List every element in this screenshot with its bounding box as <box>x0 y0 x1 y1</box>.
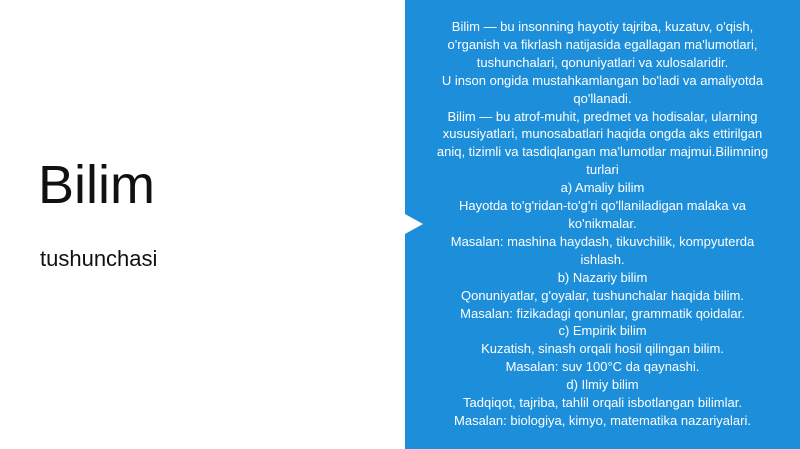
body-line: Qonuniyatlar, g'oyalar, tushunchalar haqida bilim. <box>461 287 744 303</box>
body-line: Tadqiqot, tajriba, tahlil orqali isbotlangan bilimlar. <box>463 395 742 411</box>
body-line: Masalan: fizikadagi qonunlar, grammatik qoidalar. <box>460 305 745 321</box>
slide-subtitle: tushunchasi <box>40 246 158 271</box>
body-line: Masalan: biologiya, kimyo, matematika nazariyalari. <box>454 412 751 428</box>
body-line: tushunchalari, qonuniyatlari va xulosalaridir. <box>476 54 729 70</box>
body-line: qo'llanadi. <box>573 90 632 106</box>
body-line: xususiyatlari, munosabatlari haqida ongda aks ettirilgan <box>442 126 763 142</box>
body-line: turlari <box>586 162 619 178</box>
section-heading-empirik: c) Empirik bilim <box>558 323 647 339</box>
body-line: Bilim — bu atrof-muhit, predmet va hodisalar, ularning <box>447 108 758 124</box>
body-line: Hayotda to'g'ridan-to'g'ri qo'llaniladigan malaka va <box>458 198 747 214</box>
body-line: Kuzatish, sinash orqali hosil qilingan bilim. <box>481 341 724 357</box>
body-line: U inson ongida mustahkamlangan bo'ladi va amaliyotda <box>441 72 764 88</box>
section-heading-nazariy: b) Nazariy bilim <box>557 269 648 285</box>
body-line: aniq, tizimli va tasdiqlangan ma'lumotlar majmui.Bilimning <box>436 144 769 160</box>
body-line: Bilim — bu insonning hayotiy tajriba, kuzatuv, o'qish, <box>451 19 754 34</box>
body-line: ko'nikmalar. <box>568 215 637 231</box>
panel-body-text <box>411 18 794 430</box>
body-line: o'rganish va fikrlash natijasida egallagan ma'lumotlari, <box>447 36 758 52</box>
body-line: ishlash. <box>580 251 625 267</box>
section-heading-ilmiy: d) Ilmiy bilim <box>566 377 639 393</box>
slide-title: Bilim <box>38 155 155 215</box>
body-line: Masalan: mashina haydash, tikuvchilik, kompyuterda <box>450 233 755 249</box>
body-line: Masalan: suv 100°C da qaynashi. <box>505 359 700 375</box>
section-heading-amaliy: a) Amaliy bilim <box>560 180 645 196</box>
